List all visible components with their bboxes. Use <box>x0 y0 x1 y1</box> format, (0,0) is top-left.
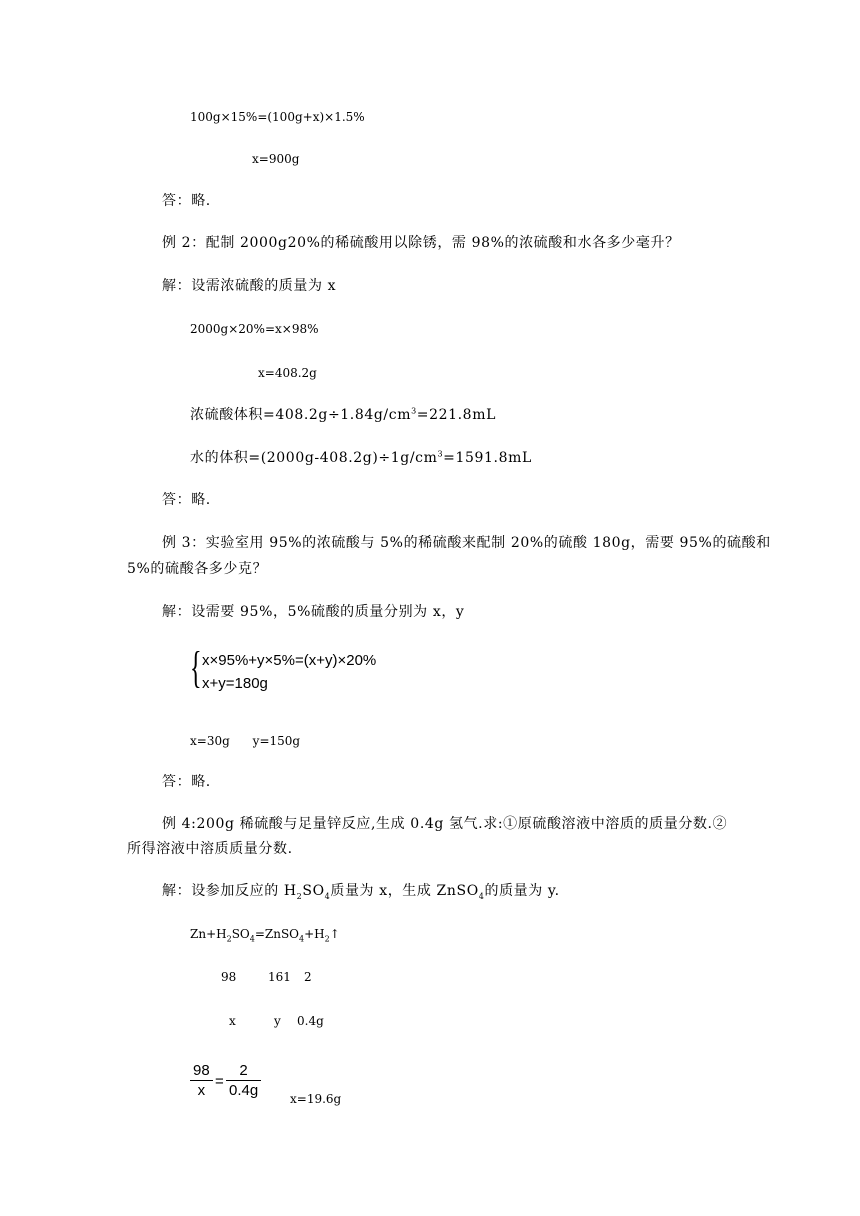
reaction-text: +H <box>304 927 325 941</box>
fraction-numerator: 2 <box>226 1062 261 1081</box>
result-line: x=408.2g <box>258 366 317 380</box>
subscript: 2 <box>324 934 330 944</box>
example-4-question-cont: 所得溶液中溶质质量分数. <box>127 841 293 857</box>
molar-mass: 161 <box>268 970 291 984</box>
subscript: 4 <box>249 934 255 944</box>
answer-line: 答：略. <box>162 492 211 508</box>
equation-line: 2000g×20%=x×98% <box>190 322 319 336</box>
subscript: 4 <box>478 891 485 901</box>
superscript: 3 <box>437 449 444 459</box>
subscript: 2 <box>296 891 303 901</box>
water-volume-value: =1591.8mL <box>443 450 532 466</box>
superscript: 3 <box>411 406 417 416</box>
result-line: x=30g y=150g <box>190 734 301 748</box>
subscript: 4 <box>299 934 305 944</box>
acid-volume-text: 浓硫酸体积=408.2g÷1.84g/cm <box>190 407 412 423</box>
subscript: 2 <box>226 934 232 944</box>
equation-line: 100g×15%=(100g+x)×1.5% <box>190 110 365 124</box>
reaction-text: =ZnSO <box>254 927 300 941</box>
example-3-question-cont: 5%的硫酸各多少克？ <box>127 561 268 577</box>
example-3-question: 例 3：实验室用 95%的浓硫酸与 5%的稀硫酸来配制 20%的硫酸 180g，需要 95%的硫酸和 <box>162 535 771 551</box>
answer-line: 答：略. <box>162 774 211 790</box>
solution-text: 的质量为 y. <box>484 883 560 899</box>
fraction-denominator: 0.4g <box>229 1082 259 1099</box>
water-volume-line <box>190 449 532 467</box>
system-equation-1: x×95%+y×5%=(x+y)×20% <box>202 652 377 669</box>
solution-text: 解：设参加反应的 H <box>162 883 297 899</box>
molar-mass: 98 <box>221 970 237 984</box>
brace-symbol: { <box>190 643 202 692</box>
example-2-solution: 解：设需浓硫酸的质量为 x <box>162 278 337 294</box>
reaction-text: SO <box>231 927 250 941</box>
variable: y <box>274 1014 281 1028</box>
solution-text: 质量为 x，生成 ZnSO <box>330 883 479 899</box>
fraction-numerator: 98 <box>190 1062 213 1081</box>
gas-arrow-icon: ↑ <box>329 927 340 941</box>
variable: 0.4g <box>297 1014 324 1028</box>
result-line: x=900g <box>252 152 300 166</box>
variable: x <box>229 1014 236 1028</box>
example-2-question: 例 2：配制 2000g20%的稀硫酸用以除锈，需 98%的浓硫酸和水各多少毫升？ <box>162 235 680 251</box>
equals-sign: = <box>215 1073 224 1090</box>
acid-volume-line <box>190 406 496 424</box>
fraction-denominator: x <box>197 1082 206 1099</box>
solution-text: SO <box>302 883 325 899</box>
reaction-equation <box>190 925 340 943</box>
fraction <box>190 1062 213 1100</box>
molar-mass: 2 <box>304 970 312 984</box>
system-equation-2: x+y=180g <box>202 675 268 692</box>
example-4-question: 例 4:200g 稀硫酸与足量锌反应,生成 0.4g 氢气.求:①原硫酸溶液中溶质的质量分数.② <box>162 816 728 832</box>
example-4-solution <box>162 882 560 900</box>
water-volume-text: 水的体积=(2000g-408.2g)÷1g/cm <box>190 450 438 466</box>
answer-line: 答：略. <box>162 193 211 209</box>
acid-volume-value: =221.8mL <box>416 407 496 423</box>
example-3-solution: 解：设需要 95%，5%硫酸的质量分别为 x，y <box>162 604 465 620</box>
fraction <box>226 1062 261 1100</box>
subscript: 4 <box>324 891 331 901</box>
result-line: x=19.6g <box>290 1092 342 1106</box>
reaction-text: Zn+H <box>190 927 227 941</box>
